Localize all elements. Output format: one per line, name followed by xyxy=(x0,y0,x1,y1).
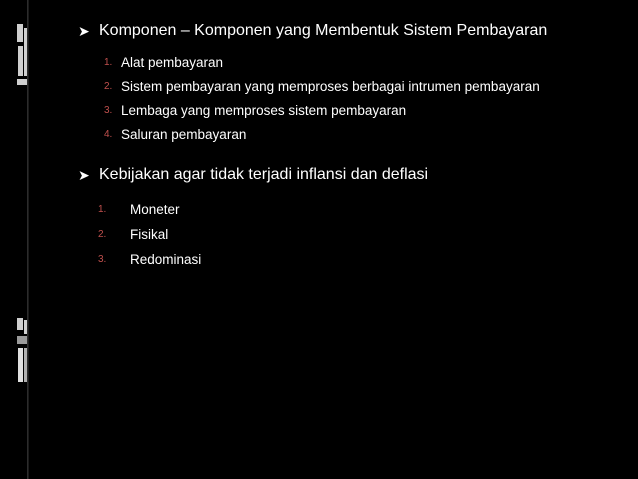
list-item-label: Moneter xyxy=(130,202,180,217)
section-policies xyxy=(80,163,428,272)
list-number: 1. xyxy=(98,204,107,215)
list-item-label: Sistem pembayaran yang memproses berbagai intrumen pembayaran xyxy=(121,78,540,94)
arrow-bullet-icon: ➤ xyxy=(78,22,90,39)
list-item xyxy=(98,197,428,222)
list-number: 1. xyxy=(104,56,113,68)
list-item-label: Lembaga yang memproses sistem pembayaran xyxy=(121,102,407,118)
list-item-label: Alat pembayaran xyxy=(121,54,224,70)
list-item-label: Redominasi xyxy=(130,252,202,267)
section-components xyxy=(80,19,547,146)
left-divider-shadow xyxy=(28,0,29,479)
list-item-label: Saluran pembayaran xyxy=(121,126,247,142)
list-number: 3. xyxy=(98,254,107,265)
list-item xyxy=(98,247,428,272)
list-number: 3. xyxy=(104,104,113,116)
section-heading-row xyxy=(80,163,428,187)
numbered-list xyxy=(104,50,547,146)
list-item-label: Fisikal xyxy=(130,227,169,242)
list-item xyxy=(104,122,547,146)
list-item xyxy=(104,74,547,98)
section-heading: Komponen – Komponen yang Membentuk Sistem Pembayaran xyxy=(99,22,548,39)
list-item xyxy=(104,50,547,74)
list-number: 2. xyxy=(98,229,107,240)
list-item xyxy=(98,222,428,247)
section-heading: Kebijakan agar tidak terjadi inflansi dan deflasi xyxy=(99,166,429,183)
list-item xyxy=(104,98,547,122)
list-number: 4. xyxy=(104,128,113,140)
section-heading-row xyxy=(80,19,547,43)
arrow-bullet-icon: ➤ xyxy=(78,166,90,183)
numbered-list xyxy=(98,197,428,272)
list-number: 2. xyxy=(104,80,113,92)
